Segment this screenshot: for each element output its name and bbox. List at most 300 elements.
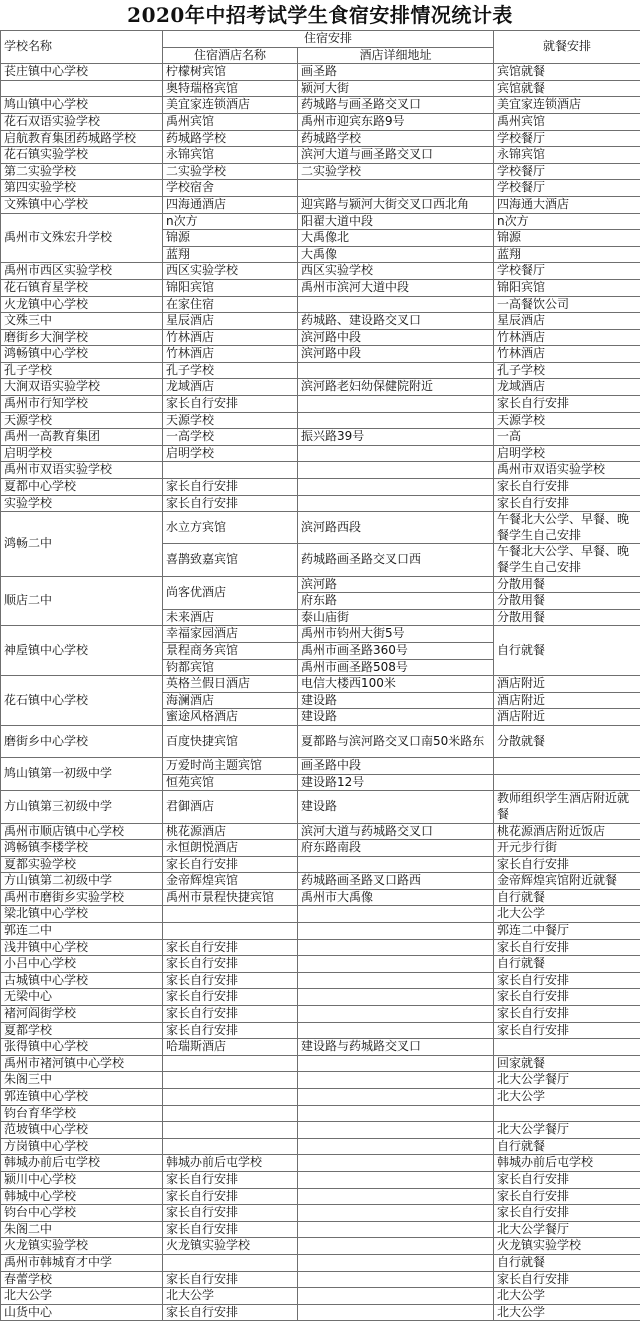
- cell-hotel-address: [298, 1288, 494, 1305]
- table-row: [1, 1138, 640, 1155]
- statistics-table: [0, 30, 640, 1321]
- cell-hotel-address: 滨河路西段: [298, 512, 494, 544]
- cell-school: 韩城中心学校: [1, 1188, 163, 1205]
- cell-school: 张得镇中心学校: [1, 1039, 163, 1056]
- cell-dining: 韩城办前后屯学校: [494, 1155, 640, 1172]
- cell-dining: 北大公学餐厅: [494, 1221, 640, 1238]
- cell-hotel-address: 建设路12号: [298, 774, 494, 791]
- cell-hotel-address: [298, 923, 494, 940]
- cell-school: 顺店二中: [1, 576, 163, 626]
- cell-hotel-name: 锦阳宾馆: [163, 279, 298, 296]
- cell-hotel-name: 家长自行安排: [163, 1221, 298, 1238]
- cell-hotel-name: 星辰酒店: [163, 313, 298, 330]
- cell-school: 郭连二中: [1, 923, 163, 940]
- cell-hotel-address: 药城路与画圣路交叉口: [298, 97, 494, 114]
- cell-hotel-address: 禹州市钧州大街5号: [298, 626, 494, 643]
- cell-hotel-name: [163, 906, 298, 923]
- header-hotel-address: 酒店详细地址: [298, 47, 494, 64]
- cell-hotel-name: 哈瑞斯酒店: [163, 1039, 298, 1056]
- cell-dining: 学校餐厅: [494, 130, 640, 147]
- cell-hotel-address: 建设路与药城路交叉口: [298, 1039, 494, 1056]
- cell-school: 方山镇第二初级中学: [1, 873, 163, 890]
- cell-hotel-name: 孔子学校: [163, 362, 298, 379]
- cell-dining: 分散用餐: [494, 576, 640, 593]
- cell-dining: 蓝翔: [494, 246, 640, 263]
- cell-hotel-name: 天源学校: [163, 412, 298, 429]
- cell-hotel-name: [163, 1089, 298, 1106]
- cell-dining: 分散就餐: [494, 725, 640, 757]
- cell-school: 禹州市文殊宏升学校: [1, 213, 163, 263]
- cell-dining: [494, 758, 640, 775]
- table-row: [1, 346, 640, 363]
- table-row: [1, 1105, 640, 1122]
- cell-dining: 家长自行安排: [494, 1006, 640, 1023]
- cell-hotel-address: [298, 1238, 494, 1255]
- cell-hotel-name: 水立方宾馆: [163, 512, 298, 544]
- cell-dining: 酒店附近: [494, 692, 640, 709]
- cell-hotel-address: [298, 1105, 494, 1122]
- cell-hotel-address: [298, 1271, 494, 1288]
- page-title: 2020年中招考试学生食宿安排情况统计表: [0, 0, 640, 30]
- cell-dining: 一高餐饮公司: [494, 296, 640, 313]
- cell-hotel-address: 颍河大街: [298, 80, 494, 97]
- table-row: [1, 313, 640, 330]
- cell-hotel-address: 建设路: [298, 692, 494, 709]
- header-school: 学校名称: [1, 31, 163, 64]
- cell-school: 鸿畅二中: [1, 512, 163, 576]
- cell-school: 第二实验学校: [1, 163, 163, 180]
- table-row: [1, 1039, 640, 1056]
- cell-hotel-name: 家长自行安排: [163, 495, 298, 512]
- cell-dining: 金帝辉煌宾馆附近就餐: [494, 873, 640, 890]
- cell-hotel-address: 建设路: [298, 709, 494, 726]
- cell-hotel-name: 韩城办前后屯学校: [163, 1155, 298, 1172]
- table-row: [1, 495, 640, 512]
- cell-hotel-address: [298, 1138, 494, 1155]
- cell-hotel-address: 药城路画圣路交叉口西: [298, 544, 494, 576]
- cell-school: 韩城办前后屯学校: [1, 1155, 163, 1172]
- cell-hotel-name: 家长自行安排: [163, 1171, 298, 1188]
- cell-hotel-address: [298, 1188, 494, 1205]
- table-row: [1, 429, 640, 446]
- cell-school: 朱阁三中: [1, 1072, 163, 1089]
- table-row: [1, 445, 640, 462]
- cell-dining: 北大公学: [494, 1288, 640, 1305]
- table-row: [1, 412, 640, 429]
- table-row: [1, 873, 640, 890]
- cell-hotel-address: [298, 972, 494, 989]
- table-row: [1, 626, 640, 643]
- cell-dining: 午餐北大公学、早餐、晚餐学生自己安排: [494, 512, 640, 544]
- table-row: [1, 1304, 640, 1321]
- cell-school: 神垕镇中心学校: [1, 626, 163, 676]
- cell-hotel-name: 火龙镇实验学校: [163, 1238, 298, 1255]
- table-row: [1, 972, 640, 989]
- header-dining: 就餐安排: [494, 31, 640, 64]
- table-row: [1, 163, 640, 180]
- cell-dining: 学校餐厅: [494, 263, 640, 280]
- cell-hotel-name: 英格兰假日酒店: [163, 676, 298, 693]
- cell-school: 禹州市韩城育才中学: [1, 1254, 163, 1271]
- table-row: [1, 213, 640, 230]
- cell-hotel-name: [163, 1072, 298, 1089]
- cell-school: 钧台中心学校: [1, 1205, 163, 1222]
- cell-school: 禹州市顺店镇中心学校: [1, 823, 163, 840]
- cell-hotel-name: n次方: [163, 213, 298, 230]
- table-row: [1, 130, 640, 147]
- cell-school: 启航教育集团药城路学校: [1, 130, 163, 147]
- cell-dining: 家长自行安排: [494, 1271, 640, 1288]
- cell-hotel-address: [298, 1089, 494, 1106]
- cell-hotel-address: 夏都路与滨河路交叉口南50米路东: [298, 725, 494, 757]
- table-row: [1, 113, 640, 130]
- cell-hotel-name: 海澜酒店: [163, 692, 298, 709]
- cell-dining: 宾馆就餐: [494, 64, 640, 81]
- cell-hotel-address: [298, 1122, 494, 1139]
- table-row: [1, 1238, 640, 1255]
- cell-dining: 禹州市双语实验学校: [494, 462, 640, 479]
- cell-dining: 美宜家连锁酒店: [494, 97, 640, 114]
- cell-hotel-address: [298, 462, 494, 479]
- cell-school: 郭连镇中心学校: [1, 1089, 163, 1106]
- table-row: [1, 889, 640, 906]
- cell-hotel-name: 在家住宿: [163, 296, 298, 313]
- cell-dining: 酒店附近: [494, 709, 640, 726]
- cell-hotel-name: 景程商务宾馆: [163, 642, 298, 659]
- cell-hotel-name: 龙域酒店: [163, 379, 298, 396]
- cell-hotel-address: [298, 180, 494, 197]
- cell-hotel-name: 尚客优酒店: [163, 576, 298, 609]
- cell-school: 火龙镇实验学校: [1, 1238, 163, 1255]
- table-row: [1, 856, 640, 873]
- cell-hotel-address: [298, 445, 494, 462]
- cell-dining: [494, 1105, 640, 1122]
- cell-school: 钧台育华学校: [1, 1105, 163, 1122]
- cell-dining: 竹林酒店: [494, 346, 640, 363]
- cell-hotel-name: 喜鹊致嘉宾馆: [163, 544, 298, 576]
- table-row: [1, 462, 640, 479]
- table-row: [1, 1122, 640, 1139]
- cell-school: 天源学校: [1, 412, 163, 429]
- cell-dining: 龙域酒店: [494, 379, 640, 396]
- cell-hotel-name: 家长自行安排: [163, 1022, 298, 1039]
- cell-hotel-name: 家长自行安排: [163, 1188, 298, 1205]
- cell-hotel-name: 家长自行安排: [163, 856, 298, 873]
- cell-hotel-name: 一高学校: [163, 429, 298, 446]
- cell-school: 实验学校: [1, 495, 163, 512]
- table-row: [1, 1006, 640, 1023]
- cell-dining: 分散用餐: [494, 593, 640, 610]
- cell-hotel-name: 家长自行安排: [163, 1006, 298, 1023]
- cell-dining: 锦阳宾馆: [494, 279, 640, 296]
- cell-hotel-name: 禹州市景程快捷宾馆: [163, 889, 298, 906]
- cell-school: 大涧双语实验学校: [1, 379, 163, 396]
- table-row: [1, 396, 640, 413]
- cell-school: 夏都实验学校: [1, 856, 163, 873]
- cell-hotel-name: 家长自行安排: [163, 972, 298, 989]
- cell-dining: 桃花源酒店附近饭店: [494, 823, 640, 840]
- table-row: [1, 906, 640, 923]
- table-body: [1, 64, 640, 1321]
- cell-hotel-name: [163, 1055, 298, 1072]
- cell-hotel-address: [298, 939, 494, 956]
- table-row: [1, 296, 640, 313]
- cell-dining: 家长自行安排: [494, 495, 640, 512]
- table-row: [1, 676, 640, 693]
- cell-school: 孔子学校: [1, 362, 163, 379]
- cell-school: 浅井镇中心学校: [1, 939, 163, 956]
- cell-dining: 火龙镇实验学校: [494, 1238, 640, 1255]
- cell-hotel-name: 启明学校: [163, 445, 298, 462]
- cell-hotel-address: 滨河路中段: [298, 346, 494, 363]
- cell-school: 禹州市行知学校: [1, 396, 163, 413]
- table-row: [1, 329, 640, 346]
- table-row: [1, 1188, 640, 1205]
- table-row: [1, 923, 640, 940]
- cell-hotel-name: 北大公学: [163, 1288, 298, 1305]
- cell-hotel-name: 幸福家园酒店: [163, 626, 298, 643]
- table-row: [1, 1288, 640, 1305]
- cell-school: 文殊镇中心学校: [1, 196, 163, 213]
- cell-hotel-name: [163, 1105, 298, 1122]
- table-row: [1, 279, 640, 296]
- table-row: [1, 147, 640, 164]
- table-row: [1, 1089, 640, 1106]
- cell-school: 春蕾学校: [1, 1271, 163, 1288]
- cell-hotel-address: 禹州市滨河大道中段: [298, 279, 494, 296]
- table-row: [1, 989, 640, 1006]
- cell-hotel-name: 永恒朗悦酒店: [163, 840, 298, 857]
- table-row: [1, 196, 640, 213]
- table-row: [1, 576, 640, 593]
- cell-hotel-name: 蜜途风格酒店: [163, 709, 298, 726]
- cell-hotel-name: [163, 923, 298, 940]
- cell-dining: 教师组织学生酒店附近就餐: [494, 791, 640, 823]
- cell-hotel-address: 滨河路中段: [298, 329, 494, 346]
- table-row: [1, 1254, 640, 1271]
- cell-school: 火龙镇中心学校: [1, 296, 163, 313]
- table-row: [1, 725, 640, 757]
- header-accommodation: 住宿安排: [163, 31, 494, 48]
- cell-hotel-name: [163, 1138, 298, 1155]
- cell-hotel-address: 禹州市画圣路508号: [298, 659, 494, 676]
- cell-school: 夏都学校: [1, 1022, 163, 1039]
- cell-school: 花石镇实验学校: [1, 147, 163, 164]
- cell-dining: 家长自行安排: [494, 989, 640, 1006]
- cell-hotel-address: 药城路画圣路叉口路西: [298, 873, 494, 890]
- cell-dining: 一高: [494, 429, 640, 446]
- cell-dining: 自行就餐: [494, 889, 640, 906]
- cell-dining: 家长自行安排: [494, 1171, 640, 1188]
- cell-dining: 四海通大酒店: [494, 196, 640, 213]
- cell-hotel-address: 滨河大道与画圣路交叉口: [298, 147, 494, 164]
- cell-dining: 学校餐厅: [494, 180, 640, 197]
- cell-hotel-address: 西区实验学校: [298, 263, 494, 280]
- cell-school: 禹州市西区实验学校: [1, 263, 163, 280]
- cell-hotel-name: 柠檬树宾馆: [163, 64, 298, 81]
- cell-dining: 北大公学餐厅: [494, 1122, 640, 1139]
- cell-dining: 自行就餐: [494, 626, 640, 676]
- cell-hotel-address: [298, 396, 494, 413]
- cell-hotel-address: [298, 1072, 494, 1089]
- table-row: [1, 512, 640, 544]
- cell-dining: n次方: [494, 213, 640, 230]
- cell-hotel-address: [298, 989, 494, 1006]
- cell-dining: 自行就餐: [494, 1254, 640, 1271]
- cell-hotel-name: 奥特瑞格宾馆: [163, 80, 298, 97]
- cell-hotel-name: 药城路学校: [163, 130, 298, 147]
- table-row: [1, 263, 640, 280]
- table-row: [1, 1271, 640, 1288]
- cell-hotel-name: 禹州宾馆: [163, 113, 298, 130]
- cell-hotel-name: 百度快捷宾馆: [163, 725, 298, 757]
- cell-hotel-name: 家长自行安排: [163, 956, 298, 973]
- cell-school: 颍川中心学校: [1, 1171, 163, 1188]
- cell-hotel-address: 滨河大道与药城路交叉口: [298, 823, 494, 840]
- cell-school: 花石镇育星学校: [1, 279, 163, 296]
- cell-dining: 星辰酒店: [494, 313, 640, 330]
- cell-school: 禹州市双语实验学校: [1, 462, 163, 479]
- cell-hotel-address: [298, 956, 494, 973]
- cell-hotel-address: 建设路: [298, 791, 494, 823]
- cell-hotel-address: 阳翟大道中段: [298, 213, 494, 230]
- cell-school: 方山镇第三初级中学: [1, 791, 163, 823]
- cell-hotel-name: [163, 1122, 298, 1139]
- cell-school: 花石双语实验学校: [1, 113, 163, 130]
- cell-hotel-address: [298, 1205, 494, 1222]
- cell-hotel-address: [298, 1055, 494, 1072]
- cell-hotel-address: 滨河路老妇幼保健院附近: [298, 379, 494, 396]
- cell-hotel-address: 禹州市大禹像: [298, 889, 494, 906]
- cell-hotel-name: [163, 1254, 298, 1271]
- cell-dining: 竹林酒店: [494, 329, 640, 346]
- cell-dining: 回家就餐: [494, 1055, 640, 1072]
- cell-hotel-name: 西区实验学校: [163, 263, 298, 280]
- table-row: [1, 1022, 640, 1039]
- cell-dining: 家长自行安排: [494, 1205, 640, 1222]
- cell-school: 鸠山镇中心学校: [1, 97, 163, 114]
- cell-school: 磨街乡中心学校: [1, 725, 163, 757]
- cell-hotel-address: [298, 1304, 494, 1321]
- cell-hotel-name: 学校宿舍: [163, 180, 298, 197]
- table-row: [1, 80, 640, 97]
- cell-dining: 启明学校: [494, 445, 640, 462]
- cell-hotel-name: 家长自行安排: [163, 1304, 298, 1321]
- cell-dining: 北大公学餐厅: [494, 1072, 640, 1089]
- table-row: [1, 1221, 640, 1238]
- cell-dining: 自行就餐: [494, 956, 640, 973]
- cell-school: 褚河阎街学校: [1, 1006, 163, 1023]
- cell-hotel-address: 画圣路: [298, 64, 494, 81]
- table-row: [1, 823, 640, 840]
- cell-hotel-address: 药城路学校: [298, 130, 494, 147]
- cell-school: 北大公学: [1, 1288, 163, 1305]
- cell-school: [1, 80, 163, 97]
- cell-school: 鸿畅镇李楼学校: [1, 840, 163, 857]
- table-row: [1, 1171, 640, 1188]
- cell-school: 禹州一高教育集团: [1, 429, 163, 446]
- cell-hotel-address: [298, 1254, 494, 1271]
- cell-hotel-name: 金帝辉煌宾馆: [163, 873, 298, 890]
- cell-hotel-name: 家长自行安排: [163, 479, 298, 496]
- table-row: [1, 362, 640, 379]
- cell-hotel-address: 迎宾路与颍河大街交叉口西北角: [298, 196, 494, 213]
- cell-school: 第四实验学校: [1, 180, 163, 197]
- cell-dining: 自行就餐: [494, 1138, 640, 1155]
- cell-hotel-name: 未来酒店: [163, 609, 298, 626]
- cell-dining: 酒店附近: [494, 676, 640, 693]
- header-hotel-name: 住宿酒店名称: [163, 47, 298, 64]
- cell-dining: 家长自行安排: [494, 1022, 640, 1039]
- cell-school: 小吕中心学校: [1, 956, 163, 973]
- cell-dining: 宾馆就餐: [494, 80, 640, 97]
- cell-hotel-address: 府东路: [298, 593, 494, 610]
- cell-dining: 家长自行安排: [494, 939, 640, 956]
- table-row: [1, 791, 640, 823]
- cell-hotel-name: 蓝翔: [163, 246, 298, 263]
- cell-hotel-address: [298, 1155, 494, 1172]
- table-row: [1, 939, 640, 956]
- cell-hotel-name: 家长自行安排: [163, 989, 298, 1006]
- cell-school: 夏都中心学校: [1, 479, 163, 496]
- cell-hotel-address: 大禹像北: [298, 230, 494, 247]
- cell-dining: 开元步行街: [494, 840, 640, 857]
- cell-hotel-name: 恒苑宾馆: [163, 774, 298, 791]
- cell-hotel-address: 电信大楼西100米: [298, 676, 494, 693]
- table-row: [1, 479, 640, 496]
- cell-dining: 永锦宾馆: [494, 147, 640, 164]
- cell-dining: 北大公学: [494, 1089, 640, 1106]
- cell-dining: 学校餐厅: [494, 163, 640, 180]
- cell-school: 朱阁二中: [1, 1221, 163, 1238]
- cell-dining: 家长自行安排: [494, 856, 640, 873]
- table-row: [1, 1072, 640, 1089]
- cell-dining: [494, 1039, 640, 1056]
- cell-dining: 家长自行安排: [494, 972, 640, 989]
- cell-school: 无梁中心: [1, 989, 163, 1006]
- cell-school: 启明学校: [1, 445, 163, 462]
- cell-dining: 北大公学: [494, 1304, 640, 1321]
- cell-hotel-address: 泰山庙街: [298, 609, 494, 626]
- cell-school: 古城镇中心学校: [1, 972, 163, 989]
- cell-school: 苌庄镇中心学校: [1, 64, 163, 81]
- cell-hotel-name: 钧都宾馆: [163, 659, 298, 676]
- cell-hotel-address: [298, 495, 494, 512]
- cell-hotel-name: 美宜家连锁酒店: [163, 97, 298, 114]
- cell-hotel-address: [298, 1171, 494, 1188]
- cell-hotel-name: 竹林酒店: [163, 346, 298, 363]
- cell-hotel-name: 二实验学校: [163, 163, 298, 180]
- table-row: [1, 64, 640, 81]
- table-row: [1, 379, 640, 396]
- cell-dining: 家长自行安排: [494, 396, 640, 413]
- cell-hotel-name: 永锦宾馆: [163, 147, 298, 164]
- cell-hotel-address: [298, 362, 494, 379]
- cell-hotel-name: [163, 462, 298, 479]
- cell-hotel-name: 家长自行安排: [163, 939, 298, 956]
- table-row: [1, 840, 640, 857]
- cell-dining: 家长自行安排: [494, 1188, 640, 1205]
- cell-school: 磨街乡大涧学校: [1, 329, 163, 346]
- table-row: [1, 956, 640, 973]
- cell-school: 山货中心: [1, 1304, 163, 1321]
- cell-hotel-name: 桃花源酒店: [163, 823, 298, 840]
- cell-hotel-name: 四海通酒店: [163, 196, 298, 213]
- cell-hotel-address: 画圣路中段: [298, 758, 494, 775]
- cell-hotel-name: 家长自行安排: [163, 1205, 298, 1222]
- table-row: [1, 758, 640, 775]
- table-row: [1, 180, 640, 197]
